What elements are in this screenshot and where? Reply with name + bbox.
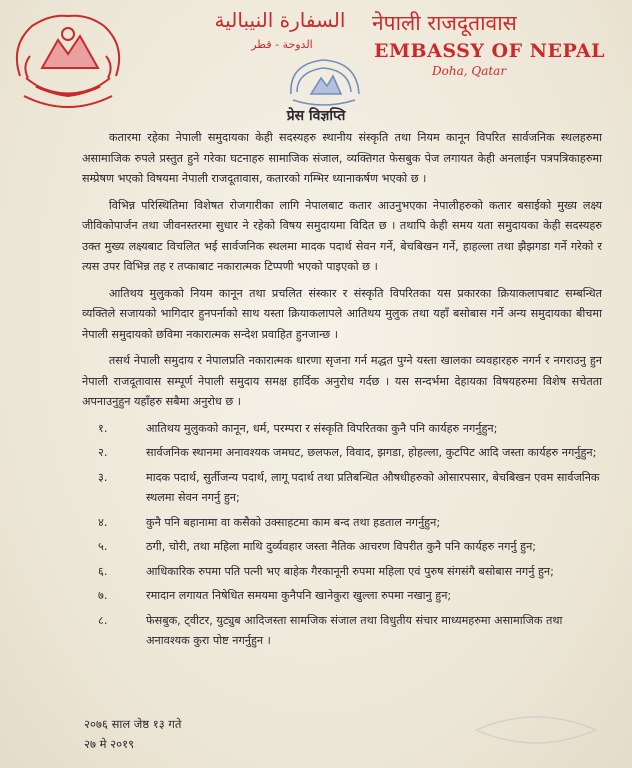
body-paragraph: विभिन्न परिस्थितिमा विशेषत रोजगारीका लागि नेपालबाट कतार आउनुभएका नेपालीहरुको कतार बसाईको मुख्य लक्ष्य जीविकोपार्जन तथा जीवनस्तरमा सुधार ने रहेको विषय समुदायमा विदित छ । तथापि केही समय यता समुदायका केही सदस्यहरु उक्त मुख्य लक्ष्यबाट विचलित भई सार्वजनिक स्थलमा मादक पदार्थ सेवन गर्ने, बेचबिखन गर्ने, हाहल्ला तथा झैझगडा गर्ने गरेको र त्यस उपर विभिन्न तह र तप्काबाट नकारात्मक टिप्पणी भएको पाइएको छ ।: [82, 198, 602, 273]
body-paragraph: तसर्थ नेपाली समुदाय र नेपालप्रति नकारात्मक धारणा सृजना गर्न मद्धत पुग्ने यस्ता खालका व्यवहारहरु नगर्न र नगराउनु हुन नेपाली राजदूतावास सम्पूर्ण नेपाली समुदाय समक्ष हार्दिक अनुरोध गर्दछ । यस सन्दर्भमा देहायका विषयहरुमा विशेष सचेतता अपनाउनुहुन यहाँहरु सबैमा अनुरोध छ ।: [82, 354, 602, 408]
embassy-city: Doha, Qatar: [432, 64, 507, 78]
list-item: [82, 586, 602, 607]
list-item-text: आधिकारिक रुपमा पति पत्नी भए बाहेक गैरकानूनी रुपमा महिला एवं पुरुष संगसंगै बसोबास नगर्नु हुन;: [146, 564, 554, 578]
list-item: [82, 443, 602, 464]
faint-stamp-mark: [466, 700, 606, 760]
list-item-number: ४.: [98, 515, 108, 529]
list-item-number: २.: [98, 446, 108, 459]
list-item: [82, 537, 602, 558]
list-item-number: ७.: [98, 589, 108, 602]
list-item: [82, 513, 602, 534]
list-item-text: आतिथय मुलुकको कानून, धर्म, परम्परा र संस्कृति विपरितका कुनै पनि कार्यहरु नगर्नुहुन;: [146, 421, 498, 435]
list-item-number: ३.: [98, 470, 108, 484]
release-dates: [84, 714, 181, 754]
list-item-text: रमादान लगायत निषेधित समयमा कुनैपनि खानेकुरा खुल्ला रुपमा नखानु हुन;: [146, 589, 452, 602]
nepali-embassy-name: नेपाली राजदूतावास: [372, 11, 517, 35]
list-item-number: १.: [98, 421, 108, 435]
list-item-text: ठगी, चोरी, तथा महिला माथि दुर्व्यवहार जस्ता नैतिक आचरण विपरीत कुनै पनि कार्यहरु नगर्नु हुन;: [146, 540, 537, 553]
page-title: प्रेस विज्ञप्ति: [286, 108, 346, 124]
english-embassy-name: EMBASSY OF NEPAL: [374, 40, 606, 62]
list-item: [82, 419, 602, 440]
nepal-coat-of-arms-icon: [6, 6, 130, 116]
body-paragraph: आतिथय मुलुकको नियम कानून तथा प्रचलित संस्कार र संस्कृति विपरितका यस प्रकारका क्रियाकलापबाट सम्बन्धित व्यक्तिले सजायको भागिदार हुनपर्नाको साथ यस्ता क्रियाकलापले आतिथय मुलुक तथा यहाँ बसोबास गर्ने अन्य समुदायका बीचमा नेपाली समुदायको छविमा नकारात्मक सन्देश प्रवाहित हुनजान्छ ।: [82, 286, 602, 341]
nepali-date: २०७६ साल जेष्ठ १३ गते: [84, 717, 182, 731]
embassy-seal-stamp-icon: [283, 54, 365, 112]
list-item-text: कुनै पनि बहानामा वा कसैको उक्साहटमा काम बन्द तथा हडताल नगर्नुहुन;: [146, 515, 441, 529]
list-item-number: ५.: [98, 540, 108, 553]
list-item-number: ८.: [98, 613, 108, 627]
arabic-embassy-name: السفارة النيبالية: [214, 8, 346, 32]
list-item-number: ६.: [98, 564, 108, 578]
request-list: [82, 419, 602, 652]
list-item: [82, 611, 602, 652]
press-release-body: [82, 128, 602, 656]
list-item-text: मादक पदार्थ, सुर्तीजन्य पदार्थ, लागू पदार्थ तथा प्रतिबन्धित औषधीहरुको ओसारपसार, बेचबिखन एवम सार्वजनिक स्थलमा सेवन नगर्नु हुन;: [146, 470, 600, 504]
arabic-city-name: الدوحة - قطر: [251, 38, 313, 51]
list-item-text: फेसबुक, ट्वीटर, युट्युब आदिजस्ता सामजिक संजाल तथा विधुतीय संचार माध्यमहरुमा असामाजिक तथा अनावश्यक कुरा पोष्ट नगर्नुहुन ।: [146, 613, 563, 647]
body-paragraph: कतारमा रहेका नेपाली समुदायका केही सदस्यहरु स्थानीय संस्कृति तथा नियम कानून विपरित सार्वजनिक स्थलहरुमा असामाजिक रुपले प्रस्तुत हुने गरेका घटनाहरु सामाजिक संजाल, व्यक्तिगत फेसबुक पेज लगायत केही अनलाईन पत्रपत्रिकाहरुमा सम्प्रेषण भएको विषयमा नेपाली राजदूतावास, कतारको गम्भिर ध्यानाकर्षण भएको छ ।: [82, 131, 602, 185]
list-item-text: सार्वजनिक स्थानमा अनावश्यक जमघट, छलफल, विवाद, झगडा, होहल्ला, कुटपिट आदि जस्ता कार्यहरु नगर्नुहुन;: [146, 446, 597, 459]
list-item: [82, 468, 602, 509]
gregorian-date: २७ मे २०१९: [84, 737, 135, 751]
list-item: [82, 562, 602, 583]
